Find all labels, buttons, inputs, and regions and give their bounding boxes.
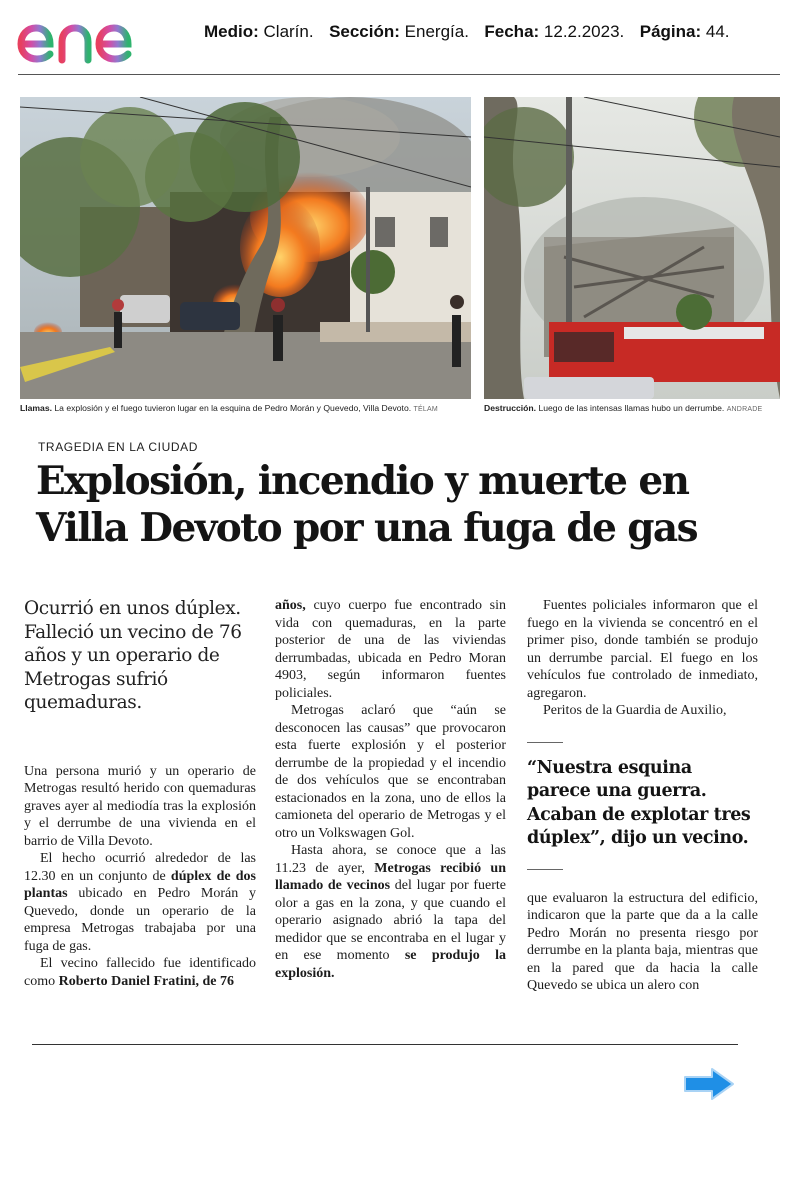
paragraph: Hasta ahora, se conoce que a las 11.23 de ayer, Metrogas recibió un llamado de vecinos del lugar por fuerte olor a gas en la zona, y que cuando el operario asignado abrió la tapa del medidor que se encontraba en el lugar y en ese momento se produjo la explosión.: [275, 843, 506, 981]
pull-quote: “Nuestra esquina parece una guerra. Acaban de explotar tres dúplex”, dijo un vecino.: [527, 757, 751, 848]
paragraph: que evaluaron la estructura del edificio, indicaron que la parte que da a la calle Pedro Morán no presenta riesgo por derrumbe en la planta baja, mientras que en la pared que da hacia la calle Quevedo se ubica un alero con: [527, 890, 758, 993]
section-kicker: TRAGEDIA EN LA CIUDAD: [38, 440, 198, 454]
photo-fire-scene: [20, 97, 471, 399]
footer-divider: [32, 1044, 738, 1045]
paragraph: El vecino fallecido fue identificado como Roberto Daniel Fratini, de 76: [24, 956, 256, 989]
paragraph: Fuentes policiales informaron que el fuego en la vivienda se concentró en el primer piso, donde también se produjo un derrumbe parcial. El fuego en los vehículos fue controlado de inmediato, agregaron.: [527, 598, 758, 701]
photo-caption-right: Destrucción. Luego de las intensas llamas hubo un derrumbe. ANDRADE: [484, 403, 763, 413]
article-subhead: Ocurrió en unos dúplex. Falleció un vecino de 76 años y un operario de Metrogas sufrió quemaduras.: [24, 598, 242, 713]
clipping-meta: [204, 22, 736, 42]
meta-fecha: Fecha: 12.2.2023.: [484, 22, 625, 41]
paragraph: Metrogas aclaró que “aún se desconocen las causas” que provocaron esta fuerte explosión y el posterior derrumbe de la propiedad y el incendio de dos vehículos que se encontraban estacionados en la zona, uno de ellos la camioneta del operario de Metrogas y el otro un Volkswagen Gol.: [275, 703, 506, 841]
article-column-2: [275, 597, 506, 982]
meta-seccion: Sección: Energía.: [329, 22, 469, 41]
paragraph: Peritos de la Guardia de Auxilio,: [543, 703, 727, 718]
photo-collapse-scene: [484, 97, 780, 399]
header-divider: [18, 74, 780, 75]
photo-caption-left: Llamas. La explosión y el fuego tuvieron lugar en la esquina de Pedro Morán y Quevedo, Villa Devoto. TÉLAM: [20, 403, 438, 413]
quote-divider: [527, 869, 563, 870]
quote-divider: [527, 742, 563, 743]
article-column-3: [527, 597, 758, 995]
meta-medio: Medio: Clarín.: [204, 22, 314, 41]
next-page-arrow-icon[interactable]: [682, 1066, 736, 1102]
photo-credit: TÉLAM: [413, 406, 438, 413]
paragraph: Una persona murió y un operario de Metrogas resultó herido con quemaduras graves ayer al mediodía tras la explosión y el derrumbe de una vivienda en el barrio de Villa Devoto.: [24, 763, 256, 849]
meta-pagina: Página: 44.: [639, 22, 730, 41]
svg-text:enel: enel: [14, 14, 16, 15]
paragraph: años, cuyo cuerpo fue encontrado sin vida con quemaduras, en la parte posterior de una de las viviendas derrumbadas, ubicada en Pedro Moran 4903, según informaron fuentes policiales.: [275, 598, 506, 701]
clipping-header: [0, 0, 800, 76]
photo-credit: ANDRADE: [726, 406, 763, 413]
paragraph: El hecho ocurrió alrededor de las 12.30 en un conjunto de dúplex de dos plantas ubicado en Pedro Morán y Quevedo, donde un operario de la empresa Metrogas trabajaba por una fuga de gas.: [24, 851, 256, 954]
article-column-1: [24, 597, 256, 990]
article-headline: Explosión, incendio y muerte en Villa Devoto por una fuga de gas: [36, 458, 697, 551]
enel-logo: [14, 14, 174, 66]
